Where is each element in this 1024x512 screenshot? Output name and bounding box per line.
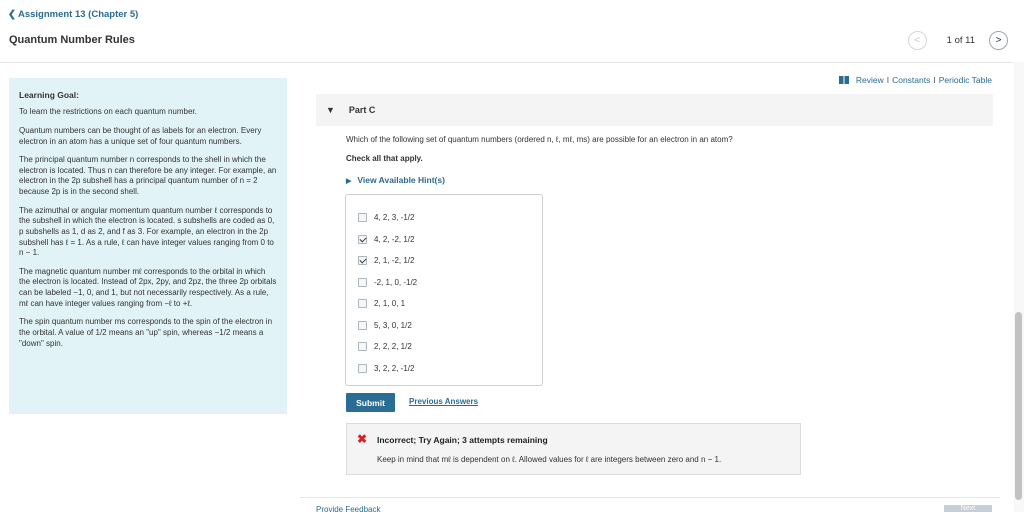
feedback-message: Keep in mind that mℓ is dependent on ℓ. Allowed values for ℓ are integers between zero and n − 1. (377, 455, 722, 464)
previous-item-button[interactable] (908, 31, 927, 50)
check-all-instruction: Check all that apply. (346, 154, 423, 163)
link-separator: I (886, 75, 890, 85)
answer-option[interactable] (346, 336, 542, 358)
page-title: Quantum Number Rules (9, 34, 135, 46)
incorrect-x-icon: ✖ (357, 432, 368, 446)
item-count: 1 of 11 (946, 35, 975, 46)
collapse-triangle-icon[interactable]: ▼ (326, 105, 335, 115)
option-label: 4, 2, -2, 1/2 (374, 234, 415, 244)
option-label: 5, 3, 0, 1/2 (374, 320, 412, 330)
option-label: 2, 2, 2, 1/2 (374, 342, 412, 352)
constants-link[interactable]: Constants (892, 75, 931, 85)
book-icon (839, 76, 849, 84)
option-label: 3, 2, 2, -1/2 (374, 363, 415, 373)
answer-option[interactable] (346, 272, 542, 294)
goal-paragraph: The spin quantum number ms corresponds to the spin of the electron in the orbital. A value of 1/2 means an "up" spin, whereas −1/2 means a "down" spin. (19, 317, 273, 348)
learning-goal-panel (9, 78, 287, 414)
goal-paragraph: To learn the restrictions on each quantum number. (19, 107, 197, 117)
header-divider (0, 62, 1024, 63)
feedback-panel (346, 423, 801, 475)
hints-label: View Available Hint(s) (357, 175, 445, 185)
next-item-button[interactable] (989, 31, 1008, 50)
scrollbar-thumb[interactable] (1015, 312, 1022, 500)
option-label: 2, 1, -2, 1/2 (374, 256, 415, 266)
assignment-back-label: Assignment 13 (Chapter 5) (17, 9, 139, 20)
chevron-left-icon: < (914, 35, 921, 46)
option-label: -2, 1, 0, -1/2 (374, 277, 418, 287)
view-hints-link[interactable] (346, 175, 445, 185)
item-pager (908, 31, 1008, 50)
next-button[interactable]: Next (944, 505, 992, 512)
goal-paragraph: The magnetic quantum number mℓ corresponds to the orbital in which the electron is located. Instead of 2px, 2py, and 2pz, the three 2p orbitals can be labeled −1, 0, and 1, but not necessarily respectively. As a rule, mℓ can have integer values ranging from −ℓ to +ℓ. (19, 266, 277, 308)
chevron-right-icon: > (995, 35, 1002, 46)
learning-goal-heading: Learning Goal: (19, 90, 79, 100)
feedback-title: Incorrect; Try Again; 3 attempts remaining (377, 435, 548, 445)
option-label: 4, 2, 3, -1/2 (374, 213, 415, 223)
answer-option[interactable] (346, 358, 542, 380)
link-separator: I (933, 75, 936, 85)
footer-divider (300, 497, 1000, 498)
chevron-left-icon: ❮ (8, 9, 16, 20)
option-checkbox[interactable] (358, 235, 367, 244)
answer-option[interactable] (346, 229, 542, 251)
part-label: Part C (348, 105, 376, 115)
option-checkbox[interactable] (358, 364, 367, 373)
answer-options (345, 194, 543, 386)
question-text: Which of the following set of quantum numbers (ordered n, ℓ, mℓ, ms) are possible for an electron in an atom? (346, 135, 733, 144)
assignment-back-link[interactable] (8, 9, 138, 20)
answer-option[interactable] (346, 293, 542, 315)
answer-option[interactable] (346, 315, 542, 337)
resource-links (839, 75, 992, 85)
part-c-header[interactable] (316, 94, 993, 126)
goal-paragraph: The principal quantum number n corresponds to the shell in which the electron is located. Thus n can therefore be any integer. For example, an electron in the 2p subshell has a principal quantum number of n = 2 because 2p is in the second shell. (19, 155, 277, 197)
submit-button[interactable]: Submit (346, 393, 395, 412)
option-checkbox[interactable] (358, 299, 367, 308)
goal-paragraph: Quantum numbers can be thought of as labels for an electron. Every electron in an atom has a unique set of four quantum numbers. (19, 125, 262, 146)
previous-answers-link[interactable]: Previous Answers (409, 397, 479, 406)
review-link[interactable]: Review (855, 75, 884, 85)
option-checkbox[interactable] (358, 213, 367, 222)
option-checkbox[interactable] (358, 256, 367, 265)
triangle-right-icon: ▶ (346, 178, 352, 185)
periodic-table-link[interactable]: Periodic Table (938, 75, 992, 85)
option-checkbox[interactable] (358, 342, 367, 351)
answer-option[interactable] (346, 250, 542, 272)
goal-paragraph: The azimuthal or angular momentum quantum number ℓ corresponds to the subshell in which the electron is located. s subshells are coded as 0, p subshells as 1, d as 2, and f as 3. For example, an electron in the 2p subshell has ℓ = 1. As a rule, ℓ can have integer values ranging from 0 to n − 1. (19, 205, 275, 258)
option-checkbox[interactable] (358, 321, 367, 330)
option-label: 2, 1, 0, 1 (374, 299, 406, 309)
option-checkbox[interactable] (358, 278, 367, 287)
provide-feedback-link[interactable]: Provide Feedback (316, 505, 381, 512)
answer-option[interactable] (346, 207, 542, 229)
